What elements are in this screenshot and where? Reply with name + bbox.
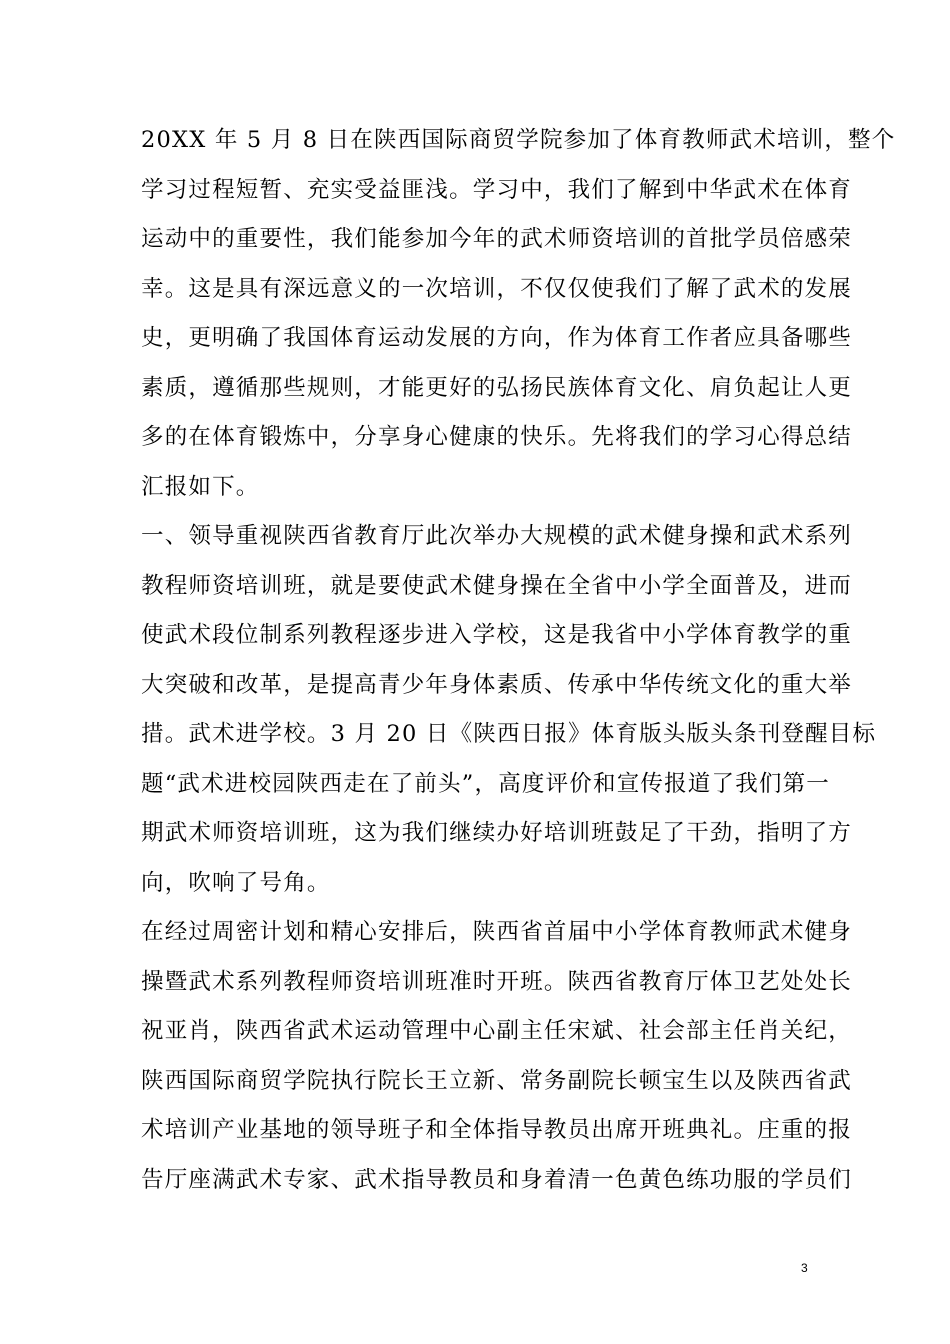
text-line: 题“武术进校园陕西走在了前头”，高度评价和宣传报道了我们第一 bbox=[141, 770, 831, 797]
text-line: 学习过程短暂、充实受益匪浅。学习中，我们了解到中华武术在体育 bbox=[141, 176, 853, 203]
text-line: 术培训产业基地的领导班子和全体指导教员出席开班典礼。庄重的报 bbox=[141, 1117, 853, 1143]
text-line: 措。武术进学校。3 月 20 日《陕西日报》体育版头版头条刊登醒目标 bbox=[141, 721, 877, 747]
page-number: 3 bbox=[801, 1261, 808, 1275]
text-line: 在经过周密计划和精心安排后，陕西省首届中小学体育教师武术健身 bbox=[141, 919, 853, 945]
text-line: 一、领导重视陕西省教育厅此次举办大规模的武术健身操和武术系列 bbox=[141, 523, 853, 549]
text-line: 幸。这是具有深远意义的一次培训，不仅仅使我们了解了武术的发展 bbox=[141, 275, 853, 302]
text-line: 教程师资培训班，就是要使武术健身操在全省中小学全面普及，进而 bbox=[141, 572, 853, 599]
text-line: 使武术段位制系列教程逐步进入学校，这是我省中小学体育教学的重 bbox=[141, 622, 853, 648]
text-line: 期武术师资培训班，这为我们继续办好培训班鼓足了干劲，指明了方 bbox=[141, 820, 853, 846]
text-line: 汇报如下。 bbox=[141, 473, 260, 500]
text-line: 向，吹响了号角。 bbox=[141, 869, 331, 896]
text-line: 祝亚肖，陕西省武术运动管理中心副主任宋斌、社会部主任肖关纪， bbox=[141, 1018, 853, 1044]
text-line: 告厅座满武术专家、武术指导教员和身着清一色黄色练功服的学员们 bbox=[141, 1166, 853, 1193]
body-text bbox=[141, 123, 896, 1212]
text-line: 陕西国际商贸学院执行院长王立新、常务副院长顿宝生以及陕西省武 bbox=[141, 1067, 853, 1094]
text-line: 素质，遵循那些规则，才能更好的弘扬民族体育文化、肩负起让人更 bbox=[141, 374, 853, 401]
text-line: 20XX 年 5 月 8 日在陕西国际商贸学院参加了体育教师武术培训，整个 bbox=[141, 127, 896, 153]
text-line: 运动中的重要性，我们能参加今年的武术师资培训的首批学员倍感荣 bbox=[141, 226, 853, 252]
text-line: 多的在体育锻炼中，分享身心健康的快乐。先将我们的学习心得总结 bbox=[141, 424, 853, 450]
text-line: 操暨武术系列教程师资培训班准时开班。陕西省教育厅体卫艺处处长 bbox=[141, 968, 853, 995]
text-line: 大突破和改革，是提高青少年身体素质、传承中华传统文化的重大举 bbox=[141, 671, 853, 698]
text-line: 史，更明确了我国体育运动发展的方向，作为体育工作者应具备哪些 bbox=[141, 325, 853, 351]
